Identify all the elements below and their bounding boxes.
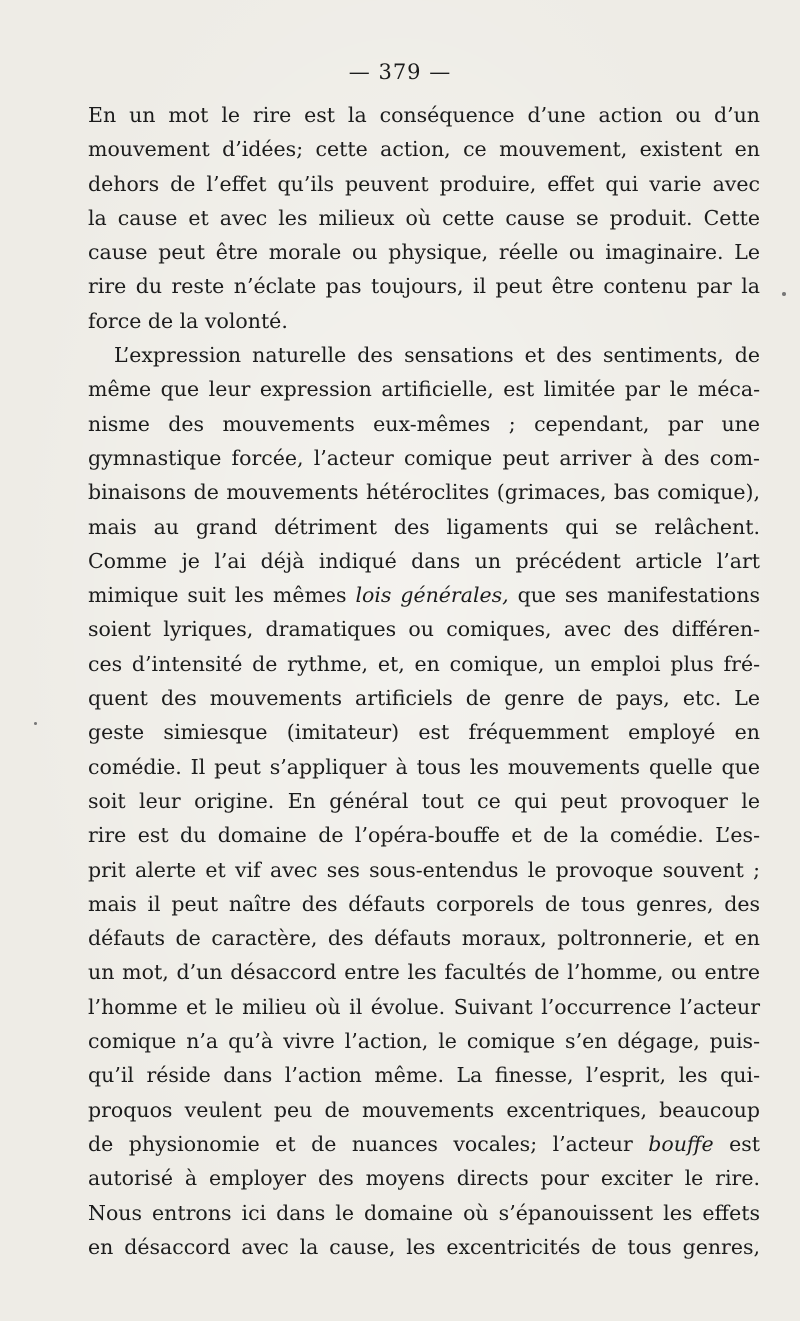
text-line: Comme je l’ai déjà indiqué dans un précédent article l’art: [88, 548, 760, 573]
text-line: quent des mouvements artificiels de genre de pays, etc. Le: [88, 686, 760, 711]
text-line: cause peut être morale ou physique, réelle ou imaginaire. Le: [88, 240, 760, 265]
text-segment: mimique suit les mêmes: [88, 583, 356, 608]
print-speck: [34, 722, 37, 725]
text-segment: de physionomie et de nuances vocales; l’acteur: [88, 1131, 649, 1156]
text-line: rire du reste n’éclate pas toujours, il peut être contenu par la: [88, 274, 760, 299]
text-line: ces d’intensité de rythme, et, en comique, un emploi plus fré-: [88, 651, 760, 676]
text-segment: que ses manifestations: [508, 583, 760, 608]
italic-phrase: lois générales,: [355, 583, 509, 608]
text-line: un mot, d’un désaccord entre les facultés de l’homme, ou entre: [88, 960, 760, 985]
text-line: Nous entrons ici dans le domaine où s’épanouissent les effets: [88, 1200, 760, 1225]
text-line: autorisé à employer des moyens directs pour exciter le rire.: [88, 1166, 760, 1191]
text-line: En un mot le rire est la conséquence d’une action ou d’un: [88, 103, 760, 127]
text-line: proquos veulent peu de mouvements excentriques, beaucoup: [88, 1097, 760, 1122]
text-line: prit alerte et vif avec ses sous-entendus le provoque souvent ;: [88, 857, 760, 882]
text-line: défauts de caractère, des défauts moraux, poltronnerie, et en: [88, 926, 760, 951]
text-line: binaisons de mouvements hétéroclites (grimaces, bas comique),: [88, 480, 760, 505]
body-text: [88, 98, 760, 1264]
text-line: soit leur origine. En général tout ce qui peut provoquer le: [88, 788, 760, 813]
text-line: mouvement d’idées; cette action, ce mouvement, existent en: [88, 137, 760, 162]
text-line: rire est du domaine de l’opéra-bouffe et de la comédie. L’es-: [88, 823, 760, 848]
text-line: mais il peut naître des défauts corporels de tous genres, des: [88, 891, 760, 916]
italic-phrase: bouffe: [648, 1131, 714, 1156]
text-line: [88, 1127, 760, 1161]
text-line: l’homme et le milieu où il évolue. Suivant l’occurrence l’acteur: [88, 994, 760, 1019]
text-line: comique n’a qu’à vivre l’action, le comique s’en dégage, puis-: [88, 1029, 760, 1054]
text-line: gymnastique forcée, l’acteur comique peut arriver à des com-: [88, 445, 760, 470]
text-line: mais au grand détriment des ligaments qui se relâchent.: [88, 514, 760, 539]
text-line: force de la volonté.: [88, 308, 288, 333]
print-speck: [782, 292, 786, 296]
page-number: — 379 —: [348, 60, 452, 84]
text-line: [88, 578, 760, 612]
text-line: L’expression naturelle des sensations et des sentiments, de: [114, 343, 760, 368]
text-line: geste simiesque (imitateur) est fréquemment employé en: [88, 720, 760, 745]
text-line: qu’il réside dans l’action même. La finesse, l’esprit, les qui-: [88, 1063, 760, 1088]
text-line: la cause et avec les milieux où cette cause se produit. Cette: [88, 205, 760, 230]
text-line: même que leur expression artificielle, est limitée par le méca-: [88, 377, 760, 402]
text-line: soient lyriques, dramatiques ou comiques, avec des différen-: [88, 617, 760, 642]
text-line: dehors de l’effet qu’ils peuvent produire, effet qui varie avec: [88, 171, 760, 196]
text-segment: est: [713, 1131, 760, 1156]
text-line: nisme des mouvements eux-mêmes ; cependant, par une: [88, 411, 760, 436]
text-line: comédie. Il peut s’appliquer à tous les mouvements quelle que: [88, 754, 760, 779]
text-line: en désaccord avec la cause, les excentricités de tous genres,: [88, 1234, 760, 1259]
